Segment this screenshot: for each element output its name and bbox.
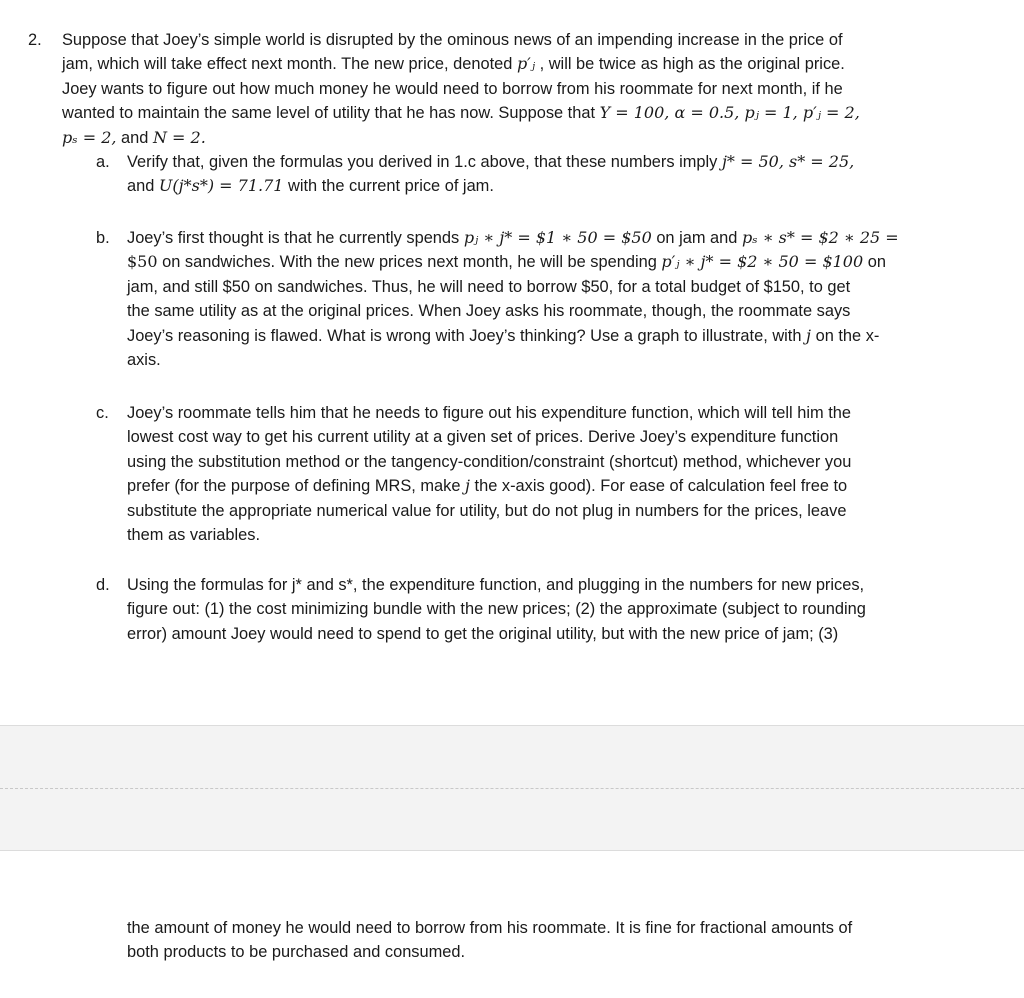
page-break-divider (0, 788, 1024, 789)
part-b-line-5: Joey’s reasoning is flawed. What is wrong with Joey’s thinking? Use a graph to illustrate, with j on the x- (127, 325, 880, 345)
part-d-line-4: the amount of money he would need to borrow from his roommate. It is fine for fractional amounts of (127, 919, 853, 937)
part-b-line-6: axis. (127, 351, 161, 370)
part-c-line-1: Joey’s roommate tells him that he needs to figure out his expenditure function, which will tell him the (127, 404, 851, 422)
intro-line-5: pₛ = 2, and N = 2. (62, 127, 206, 147)
part-c-line-2: lowest cost way to get his current utility at a given set of prices. Derive Joey’s expenditure function (127, 428, 839, 447)
part-a-line-2: and U(j*s*) = 71.71 with the current price of jam. (127, 176, 494, 196)
part-d-continuation (127, 916, 987, 965)
part-b-line-3: jam, and still $50 on sandwiches. Thus, he will need to borrow $50, for a total budget of $150, to get (127, 277, 851, 296)
question-intro (62, 28, 977, 150)
part-d-line-3: error) amount Joey would need to spend to get the original utility, but with the new price of jam; (3) (127, 624, 839, 643)
intro-line-4: wanted to maintain the same level of utility that he has now. Suppose that Y = 100, α = 0.5, pⱼ = 1, p′ⱼ = 2, (62, 103, 860, 123)
part-c-line-6: them as variables. (127, 526, 261, 545)
page-break-band (0, 725, 1024, 851)
part-a-label: a. (96, 153, 110, 171)
new-price-symbol: p′ⱼ (516, 54, 536, 74)
part-b-label: b. (96, 229, 110, 247)
part-a-line-1: Verify that, given the formulas you derived in 1.c above, that these numbers imply j* = 50, s* = 25, (127, 152, 855, 171)
part-d-label: d. (96, 576, 110, 594)
part-b-line-4: the same utility as at the original prices. When Joey asks his roommate, though, the roommate says (127, 302, 851, 321)
part-b-line-1: Joey’s first thought is that he currently spends pⱼ ∗ j* = $1 ∗ 50 = $50 on jam and pₛ ∗ s* = $2 ∗ 25 = (127, 228, 899, 247)
part-c-label: c. (96, 404, 109, 422)
part-d-line-1: Using the formulas for j* and s*, the expenditure function, and plugging in the numbers for new prices, (127, 576, 865, 594)
part-c-line-3: using the substitution method or the tangency-condition/constraint (shortcut) method, whichever you (127, 452, 852, 471)
intro-line-2: jam, which will take effect next month. The new price, denoted p′ⱼ , will be twice as high as the original price. (62, 54, 845, 74)
intro-line-3: Joey wants to figure out how much money he would need to borrow from his roommate for next month, if he (62, 79, 843, 98)
question-number: 2. (28, 31, 42, 49)
parameter-values: Y = 100, α = 0.5, pⱼ = 1, p′ⱼ = 2, (599, 103, 860, 123)
part-b-line-2: $50 on sandwiches. With the new prices next month, he will be spending p′ⱼ ∗ j* = $2 ∗ 50 = $100 on (127, 252, 886, 272)
intro-line-1: Suppose that Joey’s simple world is disrupted by the ominous news of an impending increase in the price of (62, 31, 843, 49)
part-d-line-5: both products to be purchased and consumed. (127, 943, 466, 962)
part-c-line-5: substitute the appropriate numerical value for utility, but do not plug in numbers for the prices, leave (127, 501, 847, 520)
part-c-line-4: prefer (for the purpose of defining MRS, make j the x-axis good). For ease of calculation feel free to (127, 476, 848, 496)
part-d-line-2: figure out: (1) the cost minimizing bundle with the new prices; (2) the approximate (subject to rounding (127, 600, 866, 619)
